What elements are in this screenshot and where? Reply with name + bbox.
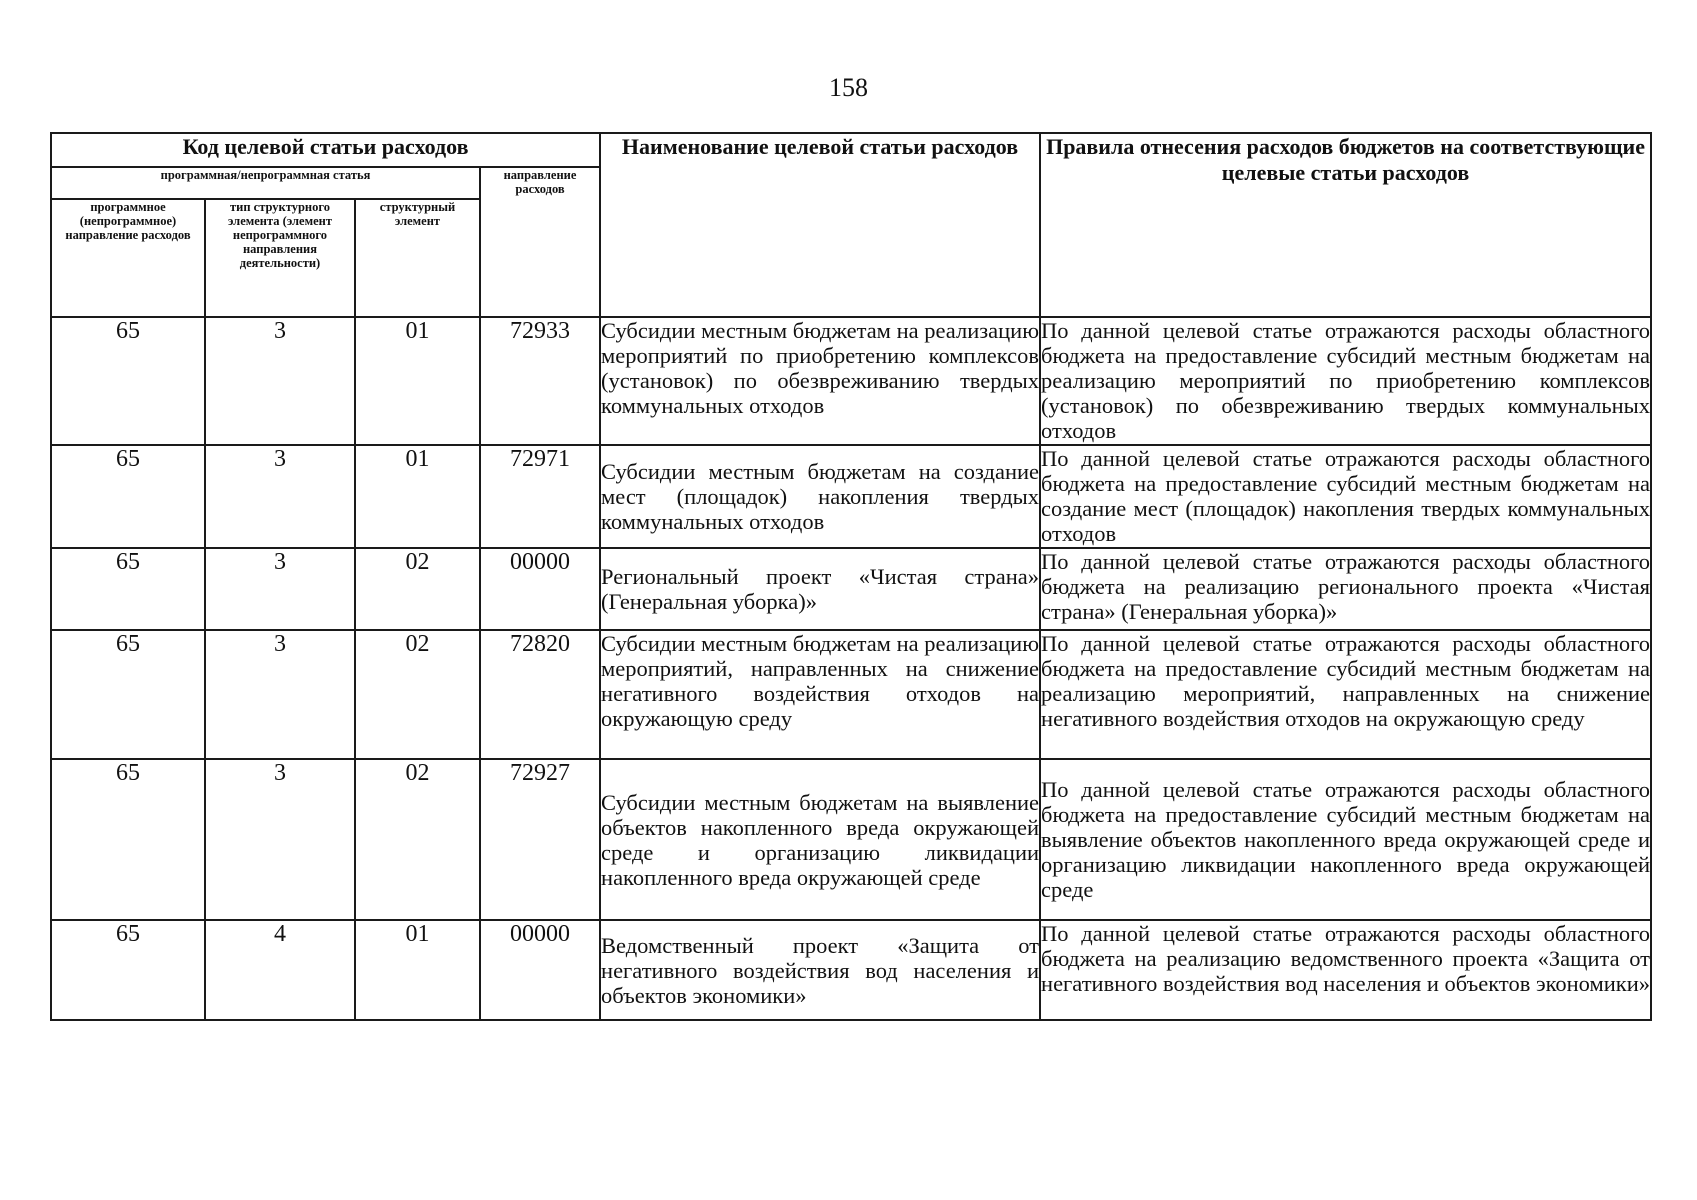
type-code: 3	[205, 548, 355, 630]
article-name: Субсидии местным бюджетам на реализацию мероприятий, направленных на снижение негативного воздействия отходов на окружающую среду	[600, 630, 1040, 759]
table-row	[51, 759, 1651, 920]
header-name: Наименование целевой статьи расходов	[600, 133, 1040, 317]
article-rule: По данной целевой статье отражаются расходы областного бюджета на предоставление субсидий местным бюджетам на реализацию мероприятий, направленных на снижение негативного воздействия отходов на окружающую среду	[1040, 630, 1651, 759]
direction-code: 72927	[480, 759, 600, 920]
target-articles-table	[50, 132, 1652, 1021]
type-code: 3	[205, 445, 355, 548]
table-row	[51, 920, 1651, 1020]
article-name: Субсидии местным бюджетам на создание мест (площадок) накопления твердых коммунальных отходов	[600, 445, 1040, 548]
program-code: 65	[51, 445, 205, 548]
element-code: 02	[355, 759, 480, 920]
header-row-1	[51, 133, 1651, 167]
direction-code: 72820	[480, 630, 600, 759]
type-code: 3	[205, 630, 355, 759]
article-name: Ведомственный проект «Защита от негативного воздействия вод населения и объектов экономики»	[600, 920, 1040, 1020]
program-code: 65	[51, 317, 205, 445]
direction-code: 72933	[480, 317, 600, 445]
header-program-article: программная/непрограммная статья	[51, 167, 480, 199]
type-code: 3	[205, 759, 355, 920]
article-name: Субсидии местным бюджетам на выявление объектов накопленного вреда окружающей среде и организацию ликвидации накопленного вреда окружающей среде	[600, 759, 1040, 920]
element-code: 01	[355, 317, 480, 445]
element-code: 02	[355, 630, 480, 759]
header-code-title: Код целевой статьи расходов	[51, 133, 600, 167]
program-code: 65	[51, 630, 205, 759]
article-name: Региональный проект «Чистая страна» (Генеральная уборка)»	[600, 548, 1040, 630]
page-number: 158	[829, 73, 868, 102]
table-row	[51, 317, 1651, 445]
article-rule: По данной целевой статье отражаются расходы областного бюджета на предоставление субсидий местным бюджетам на реализацию мероприятий по приобретению комплексов (установок) по обезвреживанию твердых коммунальных отходов	[1041, 318, 1651, 443]
program-code: 65	[51, 920, 205, 1020]
direction-code: 72971	[480, 445, 600, 548]
article-rule: По данной целевой статье отражаются расходы областного бюджета на реализацию регионального проекта «Чистая страна» (Генеральная уборка)»	[1040, 548, 1651, 630]
article-rule: По данной целевой статье отражаются расходы областного бюджета на предоставление субсидий местным бюджетам на создание мест (площадок) накопления твердых коммунальных отходов	[1041, 446, 1651, 546]
element-code: 01	[355, 445, 480, 548]
header-structural-type: тип структурного элемента (элемент непрограммного направления деятельности)	[205, 199, 355, 317]
header-structural-element: структурный элемент	[355, 199, 480, 317]
type-code: 3	[205, 317, 355, 445]
direction-code: 00000	[480, 920, 600, 1020]
program-code: 65	[51, 548, 205, 630]
article-name: Субсидии местным бюджетам на реализацию мероприятий по приобретению комплексов (установок) по обезвреживанию твердых коммунальных отходов	[600, 317, 1040, 445]
table-row	[51, 445, 1651, 548]
table-row	[51, 548, 1651, 630]
element-code: 02	[355, 548, 480, 630]
element-code: 01	[355, 920, 480, 1020]
header-program-direction: программное (непрограммное) направление расходов	[51, 199, 205, 317]
table-row	[51, 630, 1651, 759]
header-rules: Правила отнесения расходов бюджетов на соответствующие целевые статьи расходов	[1040, 133, 1651, 317]
program-code: 65	[51, 759, 205, 920]
article-rule: По данной целевой статье отражаются расходы областного бюджета на реализацию ведомственного проекта «Защита от негативного воздействия вод населения и объектов экономики»	[1040, 920, 1651, 1020]
type-code: 4	[205, 920, 355, 1020]
header-direction: направление расходов	[480, 167, 600, 317]
direction-code: 00000	[480, 548, 600, 630]
article-rule: По данной целевой статье отражаются расходы областного бюджета на предоставление субсидий местным бюджетам на выявление объектов накопленного вреда окружающей среде и организацию ликвидации накопленного вреда окружающей среде	[1040, 759, 1651, 920]
